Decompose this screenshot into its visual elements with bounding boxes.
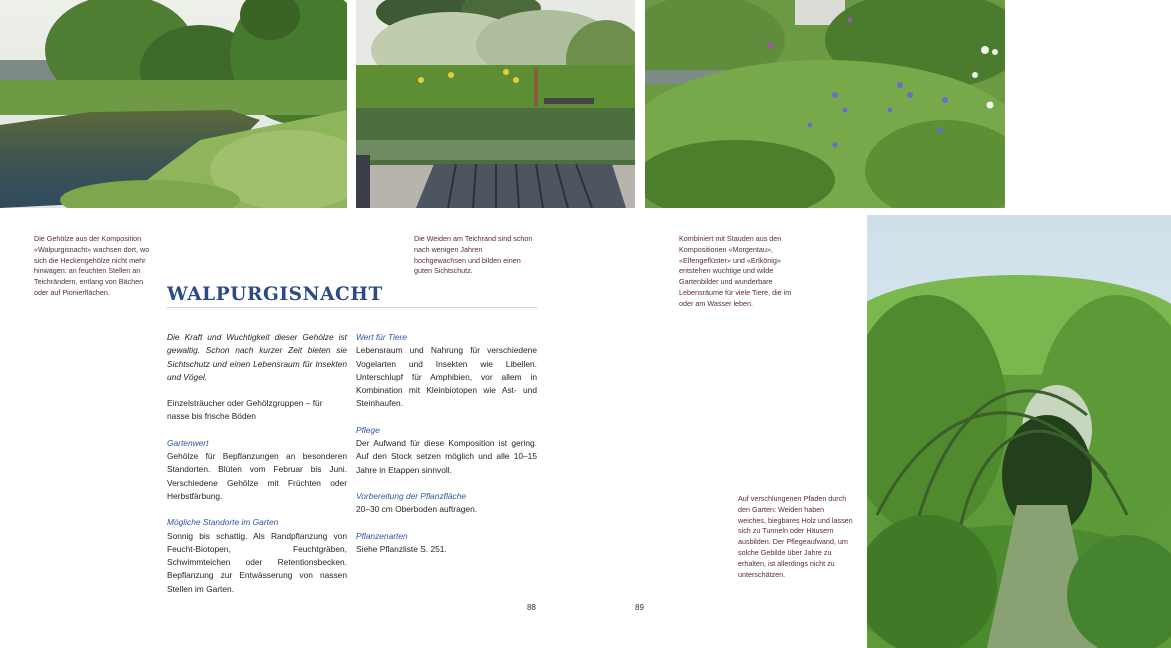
caption-center: Die Weiden am Teichrand sind schon nach wenigen Jahren hochgewachsen und bilden einen guten Sichtschutz. xyxy=(414,234,533,276)
text-standorte: Sonnig bis schattig. Als Randpflanzung von Feucht-Biotopen, Feuchtgräben, Schwimmteichen oder Retentionsbecken. Bepflanzung zur Entwässerung von nassen Stellen im Garten. xyxy=(167,530,347,594)
pond-photo-graphic xyxy=(0,0,347,208)
photo-pond-with-hedge-trees xyxy=(0,0,347,208)
intro-text: Die Kraft und Wuchtigkeit dieser Gehölze ist gewaltig. Schon nach kurzer Zeit bieten sie Sichtschutz und einen Lebensraum für Insekten und Vögel. xyxy=(167,332,347,382)
caption-right-bottom: Auf verschlungenen Pfaden durch den Garten: Weiden haben weiches, biegbares Holz und lassen sich zu Tunneln oder Häusern ausbilden. Der Pflegeaufwand, um solche Gebilde über Jahre zu erhalten, ist allerdings nicht zu unterschätzen. xyxy=(738,494,853,579)
page-number-right: 89 xyxy=(635,603,644,612)
page-number-left: 88 xyxy=(527,603,536,612)
text-wert-fuer-tiere: Lebensraum und Nahrung für verschiedene Vogelarten und Insekten wie Libellen. Unterschlupf für Amphibien, vor allem in Kombination mit Kleinbiotopen wie Ast- und Steinhaufen. xyxy=(356,345,537,409)
perennials-photo-graphic xyxy=(645,0,1005,208)
subheading-wert-fuer-tiere: Wert für Tiere xyxy=(356,332,407,342)
text-gartenwert: Gehölze für Bepflanzungen an besonderen Standorten. Blüten vom Februar bis Juni. Verschiedene Gehölze mit Früchten oder Herbstfärbung. xyxy=(167,451,347,501)
page-title: WALPURGISNACHT xyxy=(167,284,383,305)
photo-perennials-at-water xyxy=(645,0,1005,208)
caption-left: Die Gehölze aus der Komposition «Walpurgisnacht» wachsen dort, wo sich die Heckengehölze nicht mehr hinwagen: an feuchten Stellen an Teichrändern, entlang von Bächen oder auf Pionierflächen. xyxy=(34,234,150,297)
subheading-pflege: Pflege xyxy=(356,424,380,435)
willow-tunnel-photo-graphic xyxy=(867,215,1171,648)
text-pflege: Der Aufwand für diese Komposition ist gering. Auf den Stock setzen möglich und alle 10–15 Jahre in Etappen sinnvoll. xyxy=(356,438,537,475)
usage-text: Einzelsträucher oder Gehölzgruppen – für nasse bis frische Böden xyxy=(167,398,323,422)
caption-right-top: Kombiniert mit Stauden aus den Kompositionen «Morgentau», «Elfengeflüster» und «Erlkönig» entstehen wuchtige und wilde Gartenbilder und wunderbare Lebensräume für viele Tiere, die im oder am Wasser leben. xyxy=(679,234,792,308)
photo-willows-at-pond-edge xyxy=(356,0,635,208)
text-vorbereitung: 20–30 cm Oberboden auftragen. xyxy=(356,504,478,515)
subheading-vorbereitung: Vorbereitung der Pflanzfläche xyxy=(356,490,467,501)
photo-willow-tunnel-path xyxy=(867,215,1171,648)
text-pflanzenarten: Siehe Pflanzliste S. 251. xyxy=(356,543,447,554)
subheading-pflanzenarten: Pflanzenarten xyxy=(356,530,408,541)
subheading-standorte: Mögliche Standorte im Garten xyxy=(167,517,279,528)
subheading-gartenwert: Gartenwert xyxy=(167,437,209,448)
title-divider xyxy=(167,307,537,308)
text-column-left xyxy=(167,331,347,596)
text-column-right xyxy=(356,331,537,556)
willow-photo-graphic xyxy=(356,0,635,208)
